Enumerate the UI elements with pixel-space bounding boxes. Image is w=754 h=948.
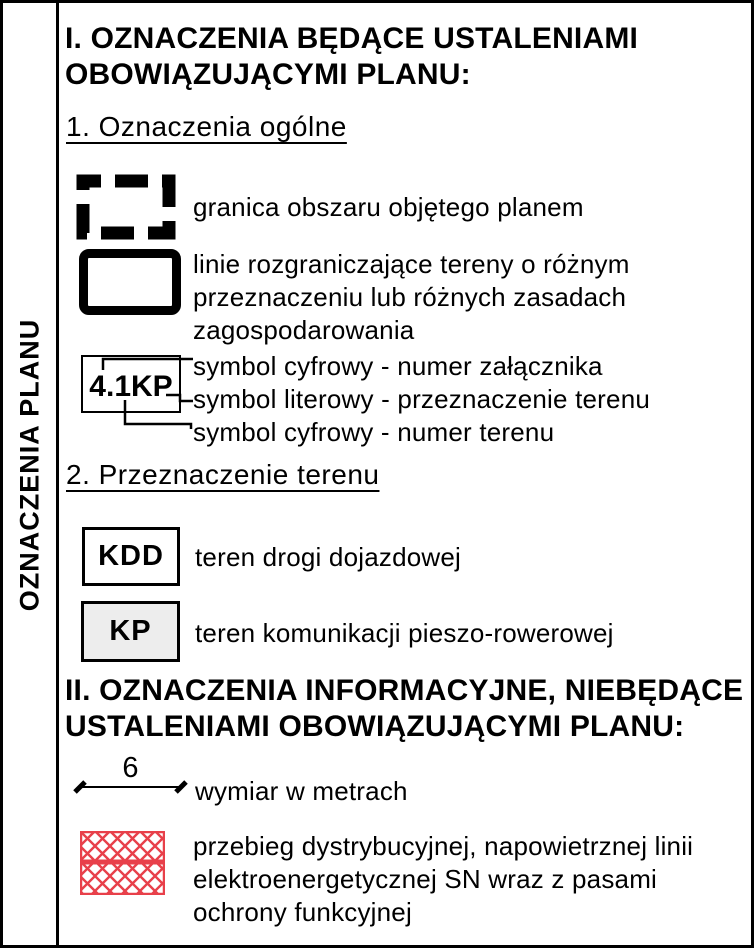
section-i-heading-line2: OBOWIĄZUJĄCYMI PLANU: <box>65 58 471 91</box>
kp-zone-label: teren komunikacji pieszo-rowerowej <box>195 618 614 648</box>
sidebar <box>3 3 59 945</box>
section-ii-heading-line1: II. OZNACZENIA INFORMACYJNE, NIEBĘDĄCE <box>65 674 744 707</box>
powerline-label <box>193 830 693 929</box>
kdd-zone-label: teren drogi dojazdowej <box>195 542 462 572</box>
plan-boundary-label: granica obszaru objętego planem <box>193 192 584 222</box>
zoning-lines-label-line3: zagospodarowania <box>193 315 415 345</box>
dimension-value: 6 <box>122 752 139 784</box>
zoning-lines-label <box>193 248 630 347</box>
zoning-lines-label-line1: linie rozgraniczające tereny o różnym <box>193 249 630 279</box>
section-ii-heading <box>65 673 743 745</box>
powerline-label-line3: ochrony funkcyjnej <box>193 897 412 927</box>
subsection-2-title: 2. Przeznaczenie terenu <box>66 459 380 490</box>
section-i-heading <box>65 21 638 93</box>
dimension-label: wymiar w metrach <box>195 776 408 806</box>
zoning-lines-label-line2: przeznaczeniu lub różnych zasadach <box>193 282 627 312</box>
section-i-heading-line1: I. OZNACZENIA BĘDĄCE USTALENIAMI <box>65 22 639 55</box>
symbol-callout-letters: symbol literowy - przeznaczenie terenu <box>193 384 651 414</box>
zoning-lines-icon <box>79 249 181 315</box>
area-symbol-box: 4.1KP <box>81 355 181 413</box>
section-ii-heading-line2: USTALENIAMI OBOWIĄZUJĄCYMI PLANU: <box>65 710 685 743</box>
kdd-zone-icon: KDD <box>82 527 180 586</box>
subsection-1-title: 1. Oznaczenia ogólne <box>66 111 347 142</box>
symbol-callouts <box>193 350 650 449</box>
powerline-hatch-icon <box>80 831 165 895</box>
symbol-callout-area-number: symbol cyfrowy - numer terenu <box>193 417 555 447</box>
sidebar-vertical-title: OZNACZENIA PLANU <box>14 318 44 612</box>
symbol-callout-attachment: symbol cyfrowy - numer załącznika <box>193 351 603 381</box>
plan-boundary-icon <box>76 174 176 240</box>
kp-zone-icon: KP <box>81 601 180 662</box>
powerline-label-line2: elektroenergetycznej SN wraz z pasami <box>193 864 658 894</box>
powerline-label-line1: przebieg dystrybucyjnej, napowietrznej linii <box>193 831 694 861</box>
